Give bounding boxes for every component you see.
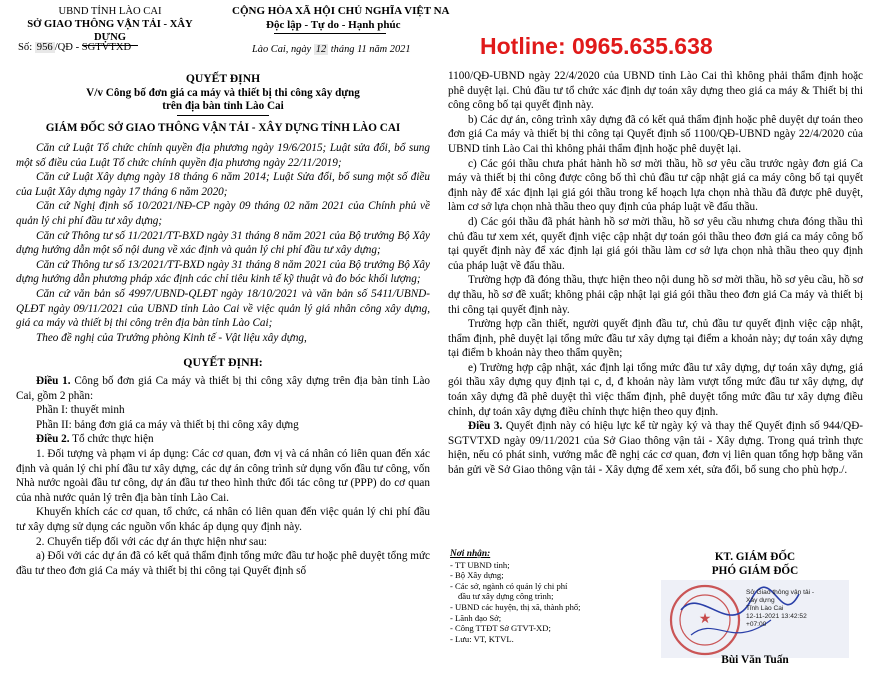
right-column [448, 69, 863, 478]
article-1-part-1: Phần I: thuyết minh [36, 404, 125, 417]
recipient-item: - TT UBND tỉnh; [450, 559, 510, 570]
recipient-item: - Lưu: VT, KTVL. [450, 633, 514, 644]
point-d: d) Các gói thầu đã phát hành hồ sơ mời thầu, hồ sơ yêu cầu nhưng chưa đóng thầu thì chủ đầu tư xem xét, quyết định việc cập nhật dự toán gói thầu theo đơn giá ca máy công bố tại quyết định này để xác định lại giá gói thầu làm cơ sở lựa chọn nhà thầu theo quy định của pháp luật về đấu thầu. [448, 215, 863, 272]
left-column [16, 72, 430, 578]
national-header [222, 5, 452, 34]
recipient-item: - Các sở, ngành có quản lý chi phí [450, 580, 568, 591]
subject-line-2: trên địa bàn tỉnh Lào Cai [162, 100, 284, 112]
article-1-text: Công bố đơn giá Ca máy và thiết bị thi công xây dựng trên địa bàn tỉnh Lào Cai, gồm 2 phần: [16, 375, 431, 402]
legal-basis-item: Căn cứ Thông tư số 11/2021/TT-BXD ngày 31 tháng 8 năm 2021 của Bộ trưởng Bộ Xây dựng hướng dẫn một số nội dung về xác định và quản lý chi phí đầu tư xây dựng; [16, 229, 430, 257]
point-d-closed-bids: Trường hợp đã đóng thầu, thực hiện theo nội dung hồ sơ mời thầu, hồ sơ yêu cầu, hồ sơ dự thầu, hồ sơ đề xuất; không phải cập nhật lại giá gói thầu theo đơn giá Ca máy và thiết bị thi công tại quyết định này. [448, 274, 863, 316]
recipient-item: - Bộ Xây dựng; [450, 570, 504, 581]
point-a-continued: 1100/QĐ-UBND ngày 22/4/2020 của UBND tỉnh Lào Cai thì không phải thẩm định hoặc phê duyệt lại. Chủ đầu tư tổ chức xác định dự toán xây dựng theo giá ca máy & Thiết bị thi công công bố tại quyết định này. [448, 70, 863, 112]
article-2-transition: 2. Chuyển tiếp đối với các dự án thực hiện như sau: [36, 535, 268, 548]
recipients-heading: Nơi nhận: [450, 549, 491, 559]
org-department: SỞ GIAO THÔNG VẬN TẢI - XÂY DỰNG [27, 19, 193, 43]
digital-signature-info: Sở Giao thông vận tải - Xây dựng Tỉnh Lào Cai 12-11-2021 13:42:52 +07:00 [746, 589, 815, 628]
article-3-label: Điều 3. [468, 420, 503, 433]
article-2-point-a: a) Đối với các dự án đã có kết quả thẩm định tổng mức đầu tư hoặc phê duyệt tổng mức đầu tư theo đơn giá Ca máy và thiết bị thi công tại Quyết định số [16, 550, 430, 577]
authority-title: GIÁM ĐỐC SỞ GIAO THÔNG VẬN TẢI - XÂY DỰNG TỈNH LÀO CAI [45, 121, 401, 134]
doc-number-value: 956 [36, 42, 53, 53]
point-b: b) Các dự án, công trình xây dựng đã có kết quả thẩm định hoặc phê duyệt dự toán theo đơn giá Ca máy và thiết bị thi công tại Quyết định số 1100/QĐ-UBND ngày 22/4/2020 của UBND tỉnh Lào Cai thì không phải thẩm định hoặc phê duyệt lại. [448, 113, 863, 155]
recipient-item: - UBND các huyện, thị xã, thành phố; [450, 601, 581, 612]
legal-basis-item: Theo đề nghị của Trưởng phòng Kinh tế - Vật liệu xây dựng, [36, 331, 307, 344]
doc-date: Lào Cai, ngày 12 tháng 11 năm 2021 [252, 44, 411, 55]
motto: Độc lập - Tự do - Hạnh phúc [266, 18, 401, 31]
doc-type: QUYẾT ĐỊNH [185, 72, 261, 85]
legal-basis-item: Căn cứ Thông tư số 13/2021/TT-BXD ngày 31 tháng 8 năm 2021 của Bộ trưởng Bộ Xây dựng hướng dẫn phương pháp xác định các chỉ tiêu kinh tế kỹ thuật và đo bóc khối lượng; [16, 258, 430, 286]
article-1-label: Điều 1. [36, 375, 71, 387]
point-c: c) Các gói thầu chưa phát hành hồ sơ mời thầu, hồ sơ yêu cầu trước ngày đơn giá Ca máy và thiết bị thi công được công bố thì chủ đầu tư cập nhật giá ca máy công bố tại quyết định này để xác định lại giá gói thầu trong kế hoạch lựa chọn nhà thầu đã được phê duyệt, làm cơ sở lựa chọn nhà thầu theo quy định của pháp luật về đấu thầu. [448, 157, 863, 214]
legal-basis-item: Căn cứ Luật Tổ chức chính quyền địa phương ngày 19/6/2015; Luật sửa đổi, bổ sung một số điều của Luật Tổ chức chính quyền địa phương ngày 22/11/2019; [16, 142, 430, 169]
recipients [450, 549, 650, 644]
svg-text:★: ★ [698, 610, 712, 626]
recipient-item: - Lãnh đạo Sở; [450, 612, 502, 623]
point-e: e) Trường hợp cập nhật, xác định lại tổng mức đầu tư xây dựng, dự toán xây dựng, giá gói thầu xây dựng quy định tại c, d, đ khoản này làm vượt tổng mức đầu tư xây dựng, dự toán xây dựng đã phê duyệt thì việc thẩm định, phê duyệt tổng mức đầu tư xây dựng điều chỉnh, dự toán xây dựng điều chỉnh thực hiện theo quy định. [448, 361, 863, 418]
doc-date-day: 12 [315, 44, 327, 55]
subject-line-1: V/v Công bố đơn giá ca máy và thiết bị thi công xây dựng [86, 86, 360, 99]
decide-heading: QUYẾT ĐỊNH: [183, 355, 263, 370]
point-d-update: Trường hợp cần thiết, người quyết định đầu tư, chủ đầu tư quyết định việc cập nhật, thẩm định, phê duyệt lại tổng mức đầu tư xây dựng tại điểm a khoản này; dự toán xây dựng tại điểm b khoản này theo thẩm quyền; [448, 318, 863, 360]
recipient-item: đầu tư xây dựng công trình; [458, 591, 554, 602]
article-2-encourage: Khuyến khích các cơ quan, tổ chức, cá nhân có liên quan đến việc quản lý chi phí đầu tư xây dựng sử dụng các nguồn vốn khác áp dụng quy định này. [16, 506, 430, 533]
org-province: UBND TỈNH LÀO CAI [58, 6, 162, 17]
recipient-item: - Công TTĐT Sở GTVT-XD; [450, 623, 551, 634]
hotline-banner[interactable]: Hotline: 0965.635.638 [480, 33, 713, 59]
article-2-text: Tổ chức thực hiện [69, 433, 154, 446]
motto-underline [274, 33, 386, 34]
legal-basis-item: Căn cứ văn bản số 4997/UBND-QLĐT ngày 18/10/2021 và văn bản số 5411/UBND-QLĐT ngày 09/11/2021 của UBND tỉnh Lào Cai về việc quản lý giá nhân công xây dựng, giá ca máy và thiết bị thi công trên địa bàn tỉnh Lào Cai; [16, 288, 430, 330]
legal-basis-item: Căn cứ Nghị định số 10/2021/NĐ-CP ngày 09 tháng 02 năm 2021 của Chính phủ về quản lý chi phí đầu tư xây dựng; [16, 200, 430, 228]
subject-underline [177, 115, 269, 116]
doc-number: Số: 956 /QĐ - SGTVTXD [18, 42, 132, 53]
issuing-org [15, 5, 205, 46]
nation-name: CỘNG HÒA XÃ HỘI CHỦ NGHĨA VIỆT NA [232, 5, 450, 17]
signer-role-1: KT. GIÁM ĐỐC [714, 551, 796, 563]
article-2-label: Điều 2. [36, 433, 70, 446]
article-1 [16, 374, 430, 432]
signer-role-2: PHÓ GIÁM ĐỐC [711, 565, 799, 577]
article-2-scope: 1. Đối tượng và phạm vi áp dụng: Các cơ quan, đơn vị và cá nhân có liên quan đến xác định và quản lý chi phí đầu tư xây dựng, các dự án công trình sử dụng vốn đầu tư công, vốn Nhà nước ngoài đầu tư công, dự án đầu tư theo hình thức đối tác công tư (PPP) do cơ quan của nhà nước quản lý trên địa bàn tỉnh Lào Cai. [16, 447, 430, 504]
signer-name: Bùi Văn Tuấn [721, 654, 789, 666]
article-1-part-2: Phần II: bảng đơn giá ca máy và thiết bị thi công xây dựng [36, 418, 299, 431]
article-3-text: Quyết định này có hiệu lực kể từ ngày ký và thay thế Quyết định số 944/QĐ-SGTVTXD ngày 09/11/2021 của Sở Giao thông vận tải - Xây dựng. Trong quá trình thực hiện, nếu có phát sinh, vướng mắc đề nghị các cơ quan, đơn vị liên quan tổng hợp bằng văn bản gửi về Sở Giao thông vận tải - Xây dựng để xem xét, sửa đổi, bổ sung cho phù hợp./. [448, 420, 863, 477]
signature-roles [655, 550, 855, 578]
legal-basis-item: Căn cứ Luật Xây dựng ngày 18 tháng 6 năm 2014; Luật Sửa đổi, bổ sung một số điều của Luật Xây dựng ngày 17 tháng 6 năm 2020; [16, 171, 430, 198]
legal-bases [16, 141, 430, 345]
article-2 [16, 432, 430, 578]
